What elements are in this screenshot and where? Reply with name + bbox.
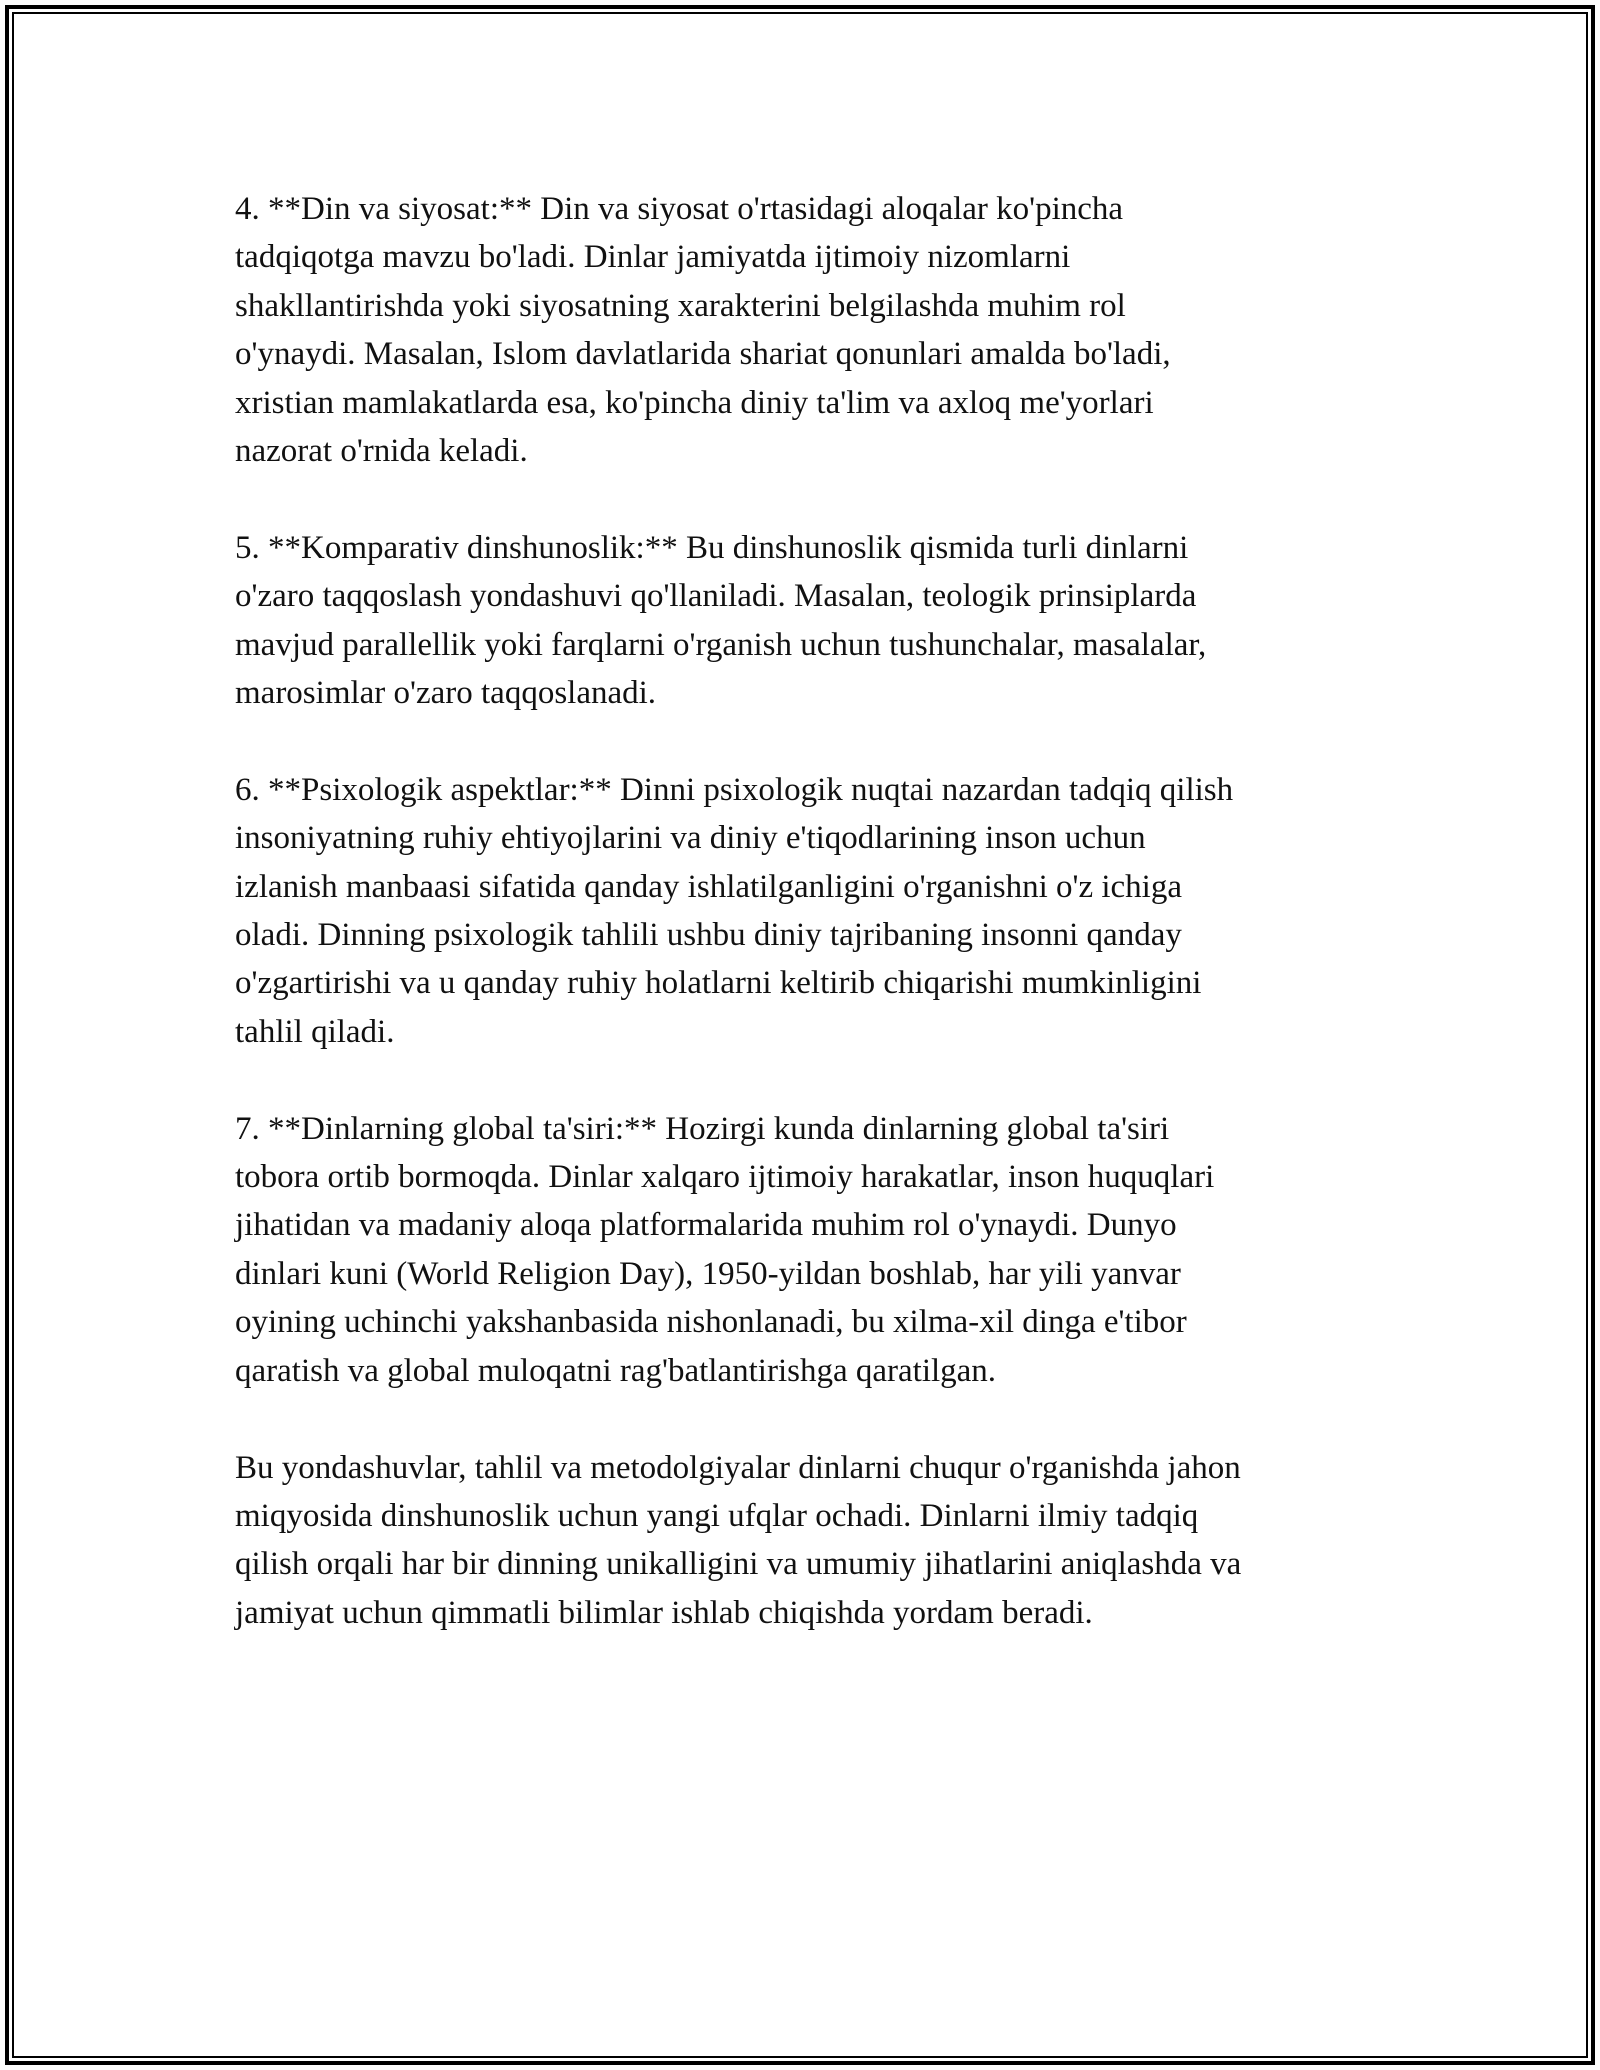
paragraph-din-va-siyosat: 4. **Din va siyosat:** Din va siyosat o'rtasidagi aloqalar ko'pincha tadqiqotga mavzu bo'ladi. Dinlar jamiyatda ijtimoiy nizomlarni shakllantirishda yoki siyosatning xarakterini belgilashda muhim rol o'ynaydi. Masalan, Islom davlatlarida shariat qonunlari amalda bo'ladi, xristian mamlakatlarda esa, ko'pincha diniy ta'lim va axloq me'yorlari nazorat o'rnida keladi. [235, 191, 1171, 470]
paragraph-psixologik-aspektlar: 6. **Psixologik aspektlar:** Dinni psixologik nuqtai nazardan tadqiq qilish insoniyatning ruhiy ehtiyojlarini va diniy e'tiqodlarining inson uchun izlanish manbaasi sifatida qanday ishlatilganligini o'rganishni o'z ichiga oladi. Dinning psixologik tahlili ushbu diniy tajribaning insonni qanday o'zgartirishi va u qanday ruhiy holatlarni keltirib chiqarishi mumkinligini tahlil qiladi. [235, 771, 1234, 1050]
document-body [235, 185, 1395, 1637]
paragraph-komparativ-dinshunoslik: 5. **Komparativ dinshunoslik:** Bu dinshunoslik qismida turli dinlarni o'zaro taqqoslash yondashuvi qo'llaniladi. Masalan, teologik prinsiplarda mavjud parallellik yoki farqlarni o'rganish uchun tushunchalar, masalalar, marosimlar o'zaro taqqoslanadi. [235, 529, 1207, 712]
paragraph-conclusion: Bu yondashuvlar, tahlil va metodolgiyalar dinlarni chuqur o'rganishda jahon miqyosida dinshunoslik uchun yangi ufqlar ochadi. Dinlarni ilmiy tadqiq qilish orqali har bir dinning unikalligini va umumiy jihatlarini aniqlashda va jamiyat uchun qimmatli bilimlar ishlab chiqishda yordam beradi. [235, 1449, 1242, 1631]
paragraph-dinlarning-global-tasiri: 7. **Dinlarning global ta'siri:** Hozirgi kunda dinlarning global ta'siri tobora ortib bormoqda. Dinlar xalqaro ijtimoiy harakatlar, inson huquqlari jihatidan va madaniy aloqa platformalarida muhim rol o'ynaydi. Dunyo dinlari kuni (World Religion Day), 1950-yildan boshlab, har yili yanvar oyining uchinchi yakshanbasida nishonlanadi, bu xilma-xil dinga e'tibor qaratish va global muloqatni rag'batlantirishga qaratilgan. [235, 1110, 1215, 1389]
